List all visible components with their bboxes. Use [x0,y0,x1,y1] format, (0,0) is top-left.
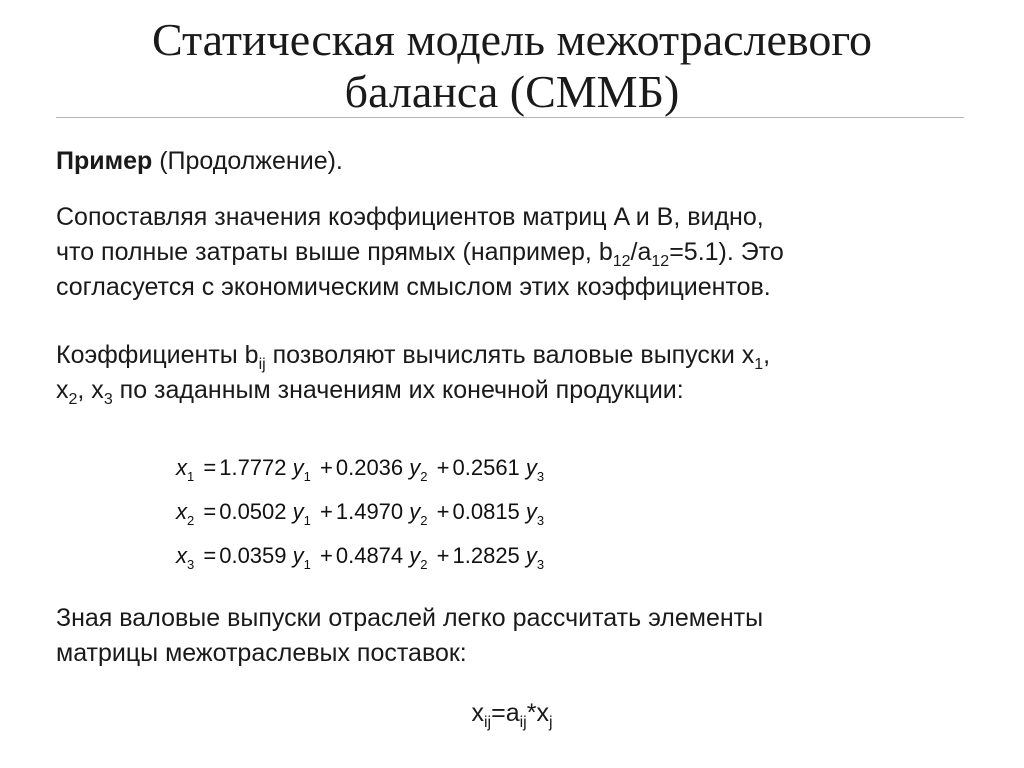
coefficient: 1.2825 [452,543,520,568]
paragraph-comparison-line-3: согласуется с экономическим смыслом этих коэффициентов. [56,273,771,301]
paragraph-coefficients-line-2 [56,373,966,408]
subscript: 2 [420,513,428,528]
slide-title-line-2: баланса (СММБ) [344,66,680,117]
subscript: 2 [420,469,428,484]
text-segment: =a [491,699,520,727]
subscript: 12 [612,253,631,270]
subscript: ij [519,714,527,731]
coefficient: 1.7772 [219,455,287,480]
text-segment: по заданным значениям их конечной продукции: [112,376,684,404]
subscript: 1 [303,513,311,528]
plus-sign: + [436,543,450,568]
eq-variable: y [292,499,304,524]
text-segment: Коэффициенты b [56,341,259,369]
subscript: ij [483,714,492,731]
coefficient: 0.2561 [452,455,520,480]
text-segment: , x [77,376,104,404]
subscript: 2 [187,513,195,528]
eq-variable: y [409,499,421,524]
eq-variable: x [176,543,187,568]
subscript: 1 [303,469,311,484]
subscript: 1 [754,356,764,373]
subscript: 12 [651,253,670,270]
coefficient: 1.4970 [335,499,404,524]
eq-variable: y [525,455,537,480]
equation-row-2 [176,494,544,538]
equation-row-1 [176,450,544,494]
paragraph-coefficients-line-1 [56,338,966,373]
coefficient: 0.0815 [452,499,520,524]
eq-variable: y [409,543,421,568]
equals-sign: = [203,499,217,524]
subscript: 2 [420,557,428,572]
text-segment: что полные затраты выше прямых (например, b [56,238,613,266]
coefficient: 0.0359 [219,543,287,568]
paragraph-comparison-line-2 [56,235,966,270]
eq-variable: x [176,499,187,524]
paragraph-supplies-line-2: матрицы межотраслевых поставок: [56,639,467,667]
text-segment: x [471,699,484,727]
plus-sign: + [320,499,333,524]
paragraph-supplies [56,601,966,671]
text-segment: позволяют вычислять валовые выпуски x [265,341,755,369]
eq-variable: y [525,543,537,568]
text-segment: *x [526,699,549,727]
eq-variable: y [525,499,537,524]
paragraph-comparison-line-1: Сопоставляя значения коэффициентов матриц A и B, видно, [56,203,764,231]
text-segment: , [763,341,771,369]
subscript: 3 [536,513,545,528]
plus-sign: + [320,455,333,480]
equals-sign: = [203,455,217,480]
subscript: 1 [187,469,195,484]
subscript: 3 [187,557,195,572]
plus-sign: + [320,543,333,568]
subscript: 2 [68,391,78,408]
eq-variable: x [176,455,187,480]
subscript: 3 [536,557,545,572]
equation-system [176,450,544,582]
plus-sign: + [436,455,450,480]
subscript: j [548,714,553,731]
subscript: 3 [536,469,545,484]
example-label: Пример [56,147,153,175]
eq-variable: y [292,543,304,568]
slide-title [0,14,1024,118]
coefficient: 0.0502 [219,499,287,524]
paragraph-supplies-line-1: Зная валовые выпуски отраслей легко рассчитать элементы [56,604,764,632]
text-segment: x [56,376,69,404]
example-continuation: (Продолжение). [152,147,343,175]
plus-sign: + [436,499,450,524]
paragraph-comparison [56,200,966,305]
eq-variable: y [292,455,304,480]
example-heading [56,144,966,179]
slide-title-line-1: Статическая модель межотраслевого [151,14,873,65]
formula-xij [0,696,1024,731]
subscript: 3 [103,391,113,408]
title-divider [56,117,964,118]
equals-sign: = [203,543,217,568]
equation-row-3 [176,538,544,582]
text-segment: =5.1). Это [669,238,784,266]
text-segment: /a [630,238,652,266]
paragraph-coefficients [56,338,966,408]
coefficient: 0.4874 [335,543,404,568]
eq-variable: y [409,455,421,480]
subscript: ij [258,356,266,373]
subscript: 1 [303,557,311,572]
coefficient: 0.2036 [335,455,404,480]
